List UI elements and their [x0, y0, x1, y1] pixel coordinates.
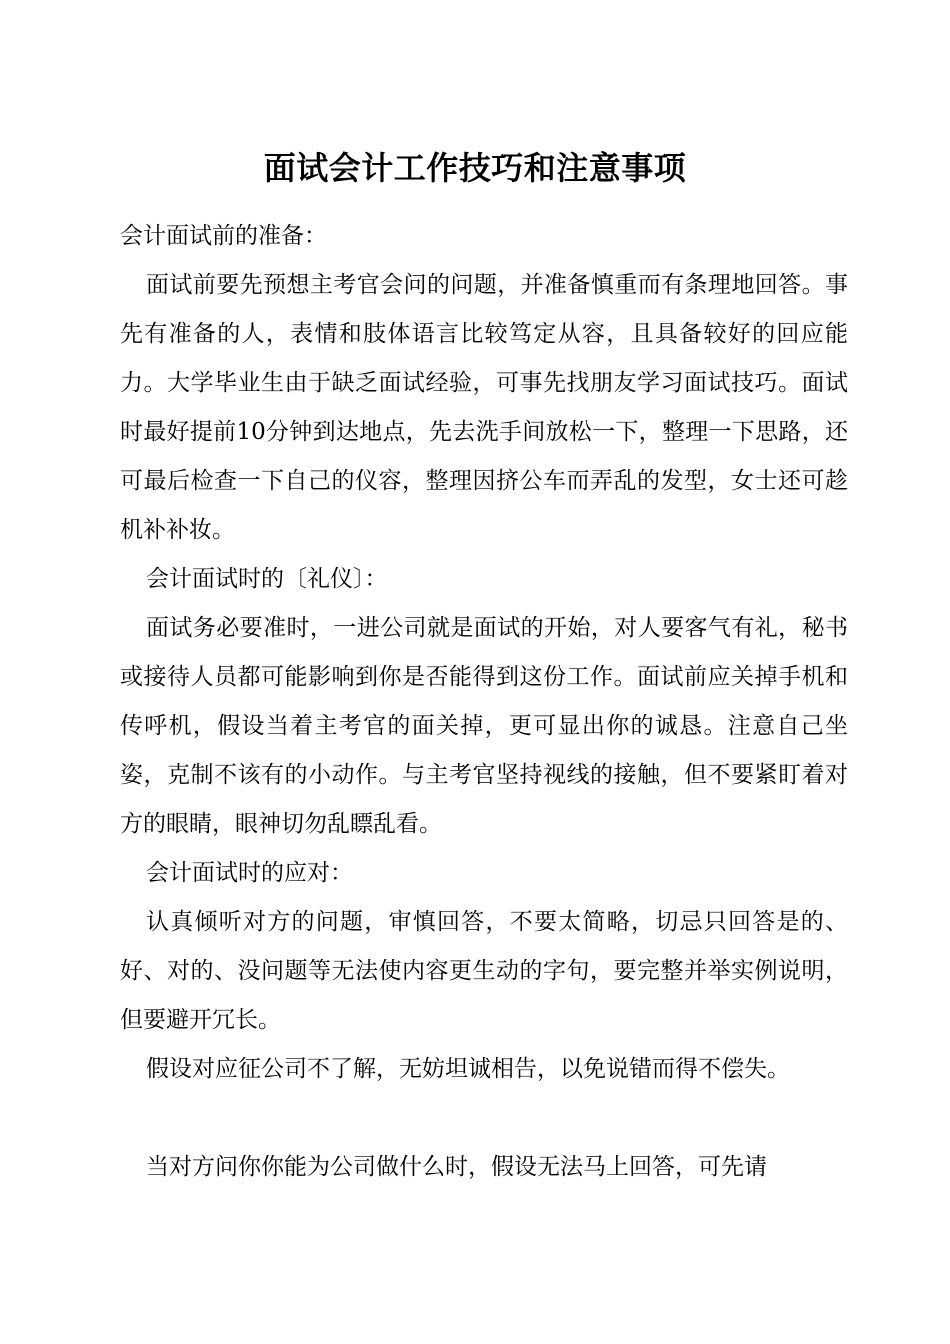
blank-line	[120, 1094, 848, 1143]
paragraph-unfamiliar-company: 假设对应征公司不了解，无妨坦诚相告，以免说错而得不偿失。	[146, 1056, 790, 1082]
document-title: 面试会计工作技巧和注意事项	[263, 149, 687, 187]
paragraph-preparation: 面试前要先预想主考官会问的问题，并准备慎重而有条理地回答。事先有准备的人，表情和肢体语言比较笃定从容，且具备较好的回应能力。大学毕业生由于缺乏面试经验，可事先找朋友学习面试技巧。面试时最好提前10分钟到达地点，先去洗手间放松一下，整理一下思路，还可最后检查一下自己的仪容，整理因挤公车而弄乱的发型，女士还可趁机补补妆。	[120, 272, 848, 543]
paragraph-what-can-you-do: 当对方问你你能为公司做什么时，假设无法马上回答，可先请	[146, 1154, 767, 1180]
document-body	[120, 212, 848, 1192]
section-heading-preparation: 会计面试前的准备：	[120, 223, 327, 249]
paragraph-etiquette: 面试务必要准时，一进公司就是面试的开始，对人要客气有礼，秘书或接待人员都可能影响到你是否能得到这份工作。面试前应关掉手机和传呼机，假设当着主考官的面关掉，更可显出你的诚恳。注意自己坐姿，克制不该有的小动作。与主考官坚持视线的接触，但不要紧盯着对方的眼睛，眼神切勿乱瞟乱看。	[120, 615, 848, 837]
paragraph-response: 认真倾听对方的问题，审慎回答，不要太简略，切忌只回答是的、好、对的、没问题等无法使内容更生动的字句，要完整并举实例说明，但要避开冗长。	[120, 909, 848, 1033]
section-heading-etiquette: 会计面试时的〔礼仪〕：	[146, 566, 388, 592]
section-heading-response: 会计面试时的应对：	[146, 860, 353, 886]
